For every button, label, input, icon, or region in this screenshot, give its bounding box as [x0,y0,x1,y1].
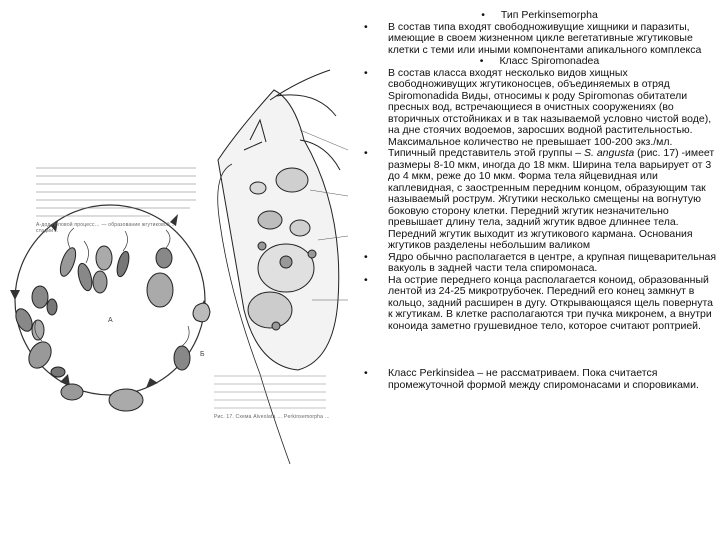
paragraph-4 [362,252,717,275]
caption-lines [36,168,196,216]
text-column [362,10,717,391]
caption-right: Рис. 17. Схема Alveolata … Perkinsemorpha … [214,414,330,420]
caption-right-lines [214,376,326,408]
bullet-icon: • [481,9,485,21]
bullet-icon: • [479,55,484,67]
paragraph-6 [362,368,717,391]
paragraph-3-rest: (рис. 17) -имеет размеры 8-10 мкм, иногда до 18 мкм. Ширина тела варьирует от 3 до 4 мкм, реже до 10 мкм. Форма тела яйцевидная или каплевидная, с заостренным передним концом, образующим так называемый рострум. Жгутики несколько смещены на вогнутую боковую сторону клетки. Передний жгутик незначительно превышает длину тела, задний жгутик вдвое длиннее тела. Передний жгутик выходит из жгутикового кармана. Основания жгутиков разделены небольшим валиком [388,147,715,251]
label-a: A [108,317,113,324]
caption-left: А-дод половой процесс… — образование жгутиковой … стадии… [36,222,177,234]
paragraph-3-start: Типичный представитель этой группы – [388,147,584,159]
heading-class-text: Класс Spiromonadea [499,55,600,67]
species-name: S. angusta [583,147,635,159]
cycle-cells [13,246,210,411]
paragraph-3 [362,148,717,252]
paragraph-2-text: В состав класса входят несколько видов хищных свободноживущих жгутиконосцев, объединяемых в отряд Spiromonadida Виды, относимы к роду Spiromonas обитатели пресных вод, встречающиеся в очистных сооружениях (во вторичных отстойниках и в так называемой условно чистой воде), на дне стоячих водоемов, заросших водной растительностью. Максимальное количество не превышает 100-200 экз./мл. [388,66,712,148]
paragraph-2 [362,68,717,149]
paragraph-4-text: Ядро обычно располагается в центре, а крупная пищеварительная вакуоль в задней части тела спиромонаса. [388,250,717,274]
paragraph-1 [362,22,717,57]
bullet-icon: • [364,273,368,286]
bullet-icon: • [364,250,368,263]
heading-type-text: Тип Perkinsemorpha [500,9,598,21]
cell-drawing [218,70,340,464]
bullet-icon: • [364,66,368,79]
bullet-icon: • [364,367,368,379]
paragraph-6-text: Класс Perkinsidea – не рассматриваем. Пока считается промежуточной формой между спиромонасами и споровиками. [388,367,699,391]
bullet-icon: • [364,147,368,159]
label-b: Б [200,351,205,358]
paragraph-5-text: На острие переднего конца располагается коноид, образованный лентой из 24-25 микротрубочек. Передний его конец замкнут в кольцо, задний расширен в дугу. Открывающаяся щель повернута к жгутикам. В клетке располагаются три пучка микронем, а внутри коноида заметно грушевидное тело, которое считают роптрией. [388,273,713,332]
paragraph-1-text: В состав типа входят свободноживущие хищники и паразиты, имеющие в своем жизненном цикле вегетативные жгутиковые клетки с теми или иными компонентами апикального комплекса [388,20,702,56]
bullet-icon: • [364,20,368,33]
paragraph-5 [362,275,717,333]
